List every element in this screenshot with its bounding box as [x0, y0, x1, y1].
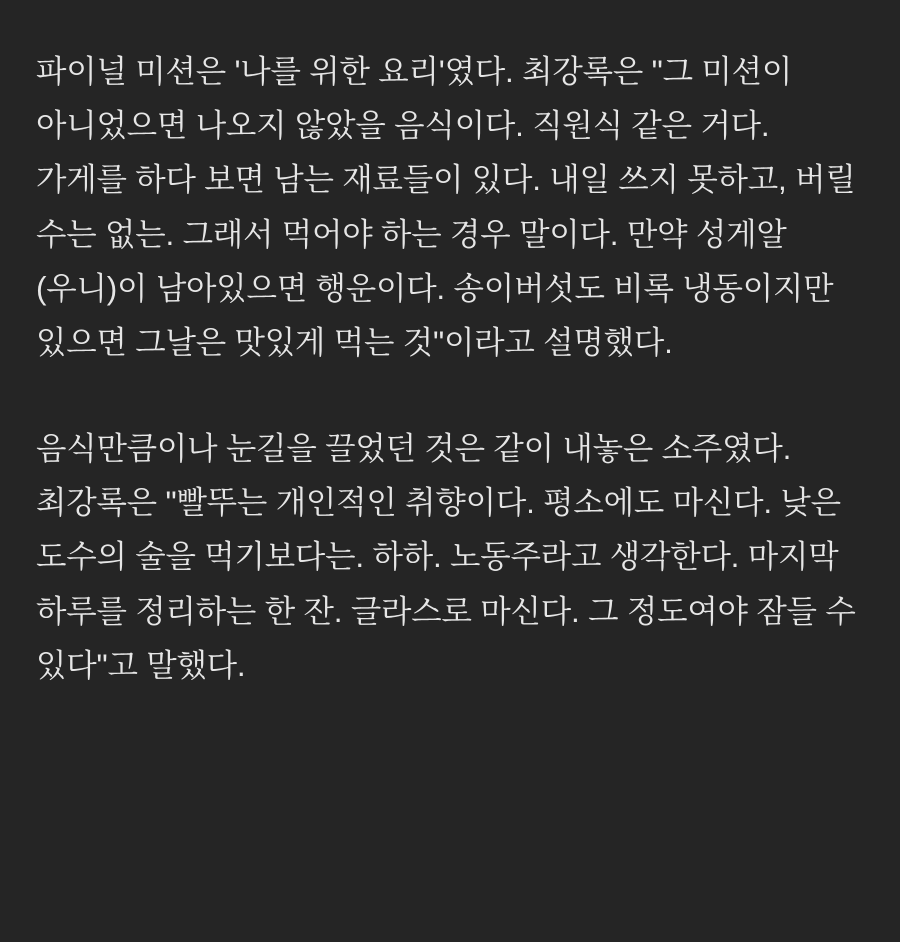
article-paragraph-1: 파이널 미션은 '나를 위한 요리'였다. 최강록은 "그 미션이 아니었으면 나오지 않았을 음식이다. 직원식 같은 거다. 가게를 하다 보면 남는 재료들이 있다. 내일 쓰지 못하고, 버릴 수는 없는. 그래서 먹어야 하는 경우 말이다. 만약 성게알(우니)이 남아있으면 행운이다. 송이버섯도 비록 냉동이지만 있으면 그날은 맛있게 먹는 것"이라고 설명했다. [36, 53, 856, 360]
article-paragraph-2: 음식만큼이나 눈길을 끌었던 것은 같이 내놓은 소주였다. 최강록은 "빨뚜는 개인적인 취향이다. 평소에도 마신다. 낮은 도수의 술을 먹기보다는. 하하. 노동주라고 생각한다. 마지막 하루를 정리하는 한 잔. 글라스로 마신다. 그 정도여야 잠들 수 있다"고 말했다. [36, 430, 856, 683]
